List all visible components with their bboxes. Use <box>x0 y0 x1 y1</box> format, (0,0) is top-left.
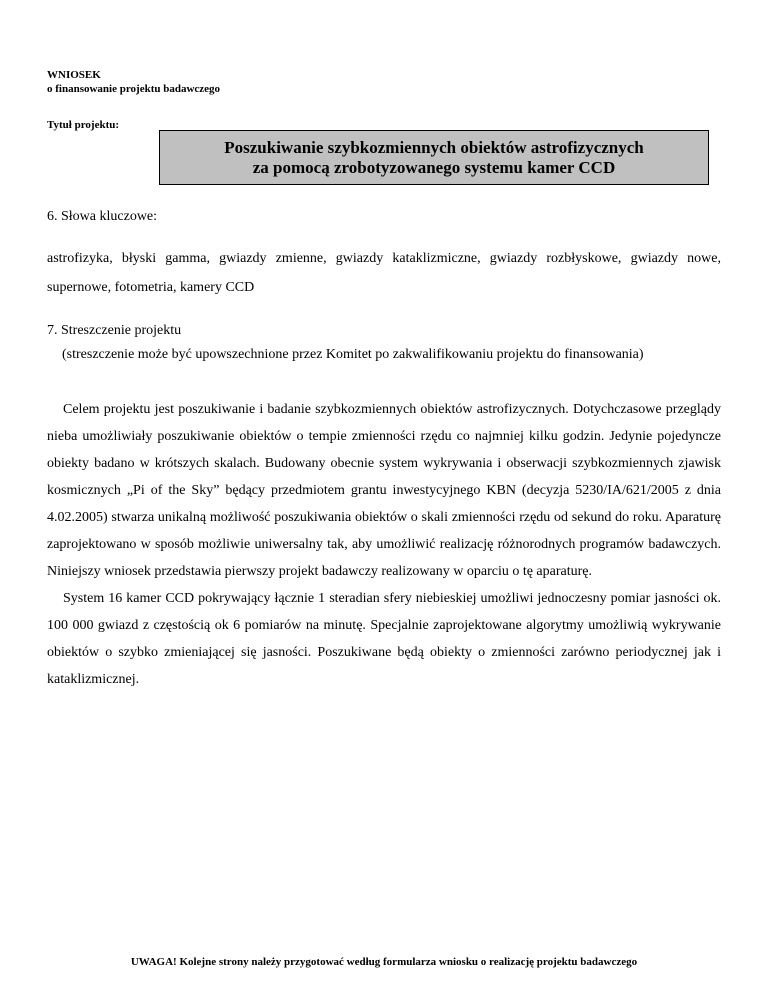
summary-paragraph: Celem projektu jest poszukiwanie i badanie szybkozmiennych obiektów astrofizycznych. Dotychczasowe przeglądy nieba umożliwiały poszukiwanie obiektów o tempie zmienności rzędu co najmniej kilku godzin. Jedynie pojedyncze obiekty badano w krótszych skalach. Budowany obecnie system wykrywania i obserwacji szybkozmiennych zjawisk kosmicznych „Pi of the Sky” będący przedmiotem grantu inwestycyjnego KBN (decyzja 5230/IA/621/2005 z dnia 4.02.2005) stwarza unikalną możliwość poszukiwania obiektów o skali zmienności rzędu od sekund do roku. Aparaturę zaprojektowano w sposób możliwie uniwersalny tak, aby umożliwić realizację różnorodnych programów badawczych. Niniejszy wniosek przedstawia pierwszy projekt badawczy realizowany w oparciu o tę aparaturę. <box>47 402 721 579</box>
keywords-text: astrofizyka, błyski gamma, gwiazdy zmienne, gwiazdy kataklizmiczne, gwiazdy rozbłyskowe, gwiazdy nowe, supernowe, fotometria, kamery CCD <box>47 251 721 295</box>
project-title-box <box>159 130 709 185</box>
project-title-label: Tytuł projektu: <box>47 119 120 131</box>
footer-notice: UWAGA! Kolejne strony należy przygotować według formularza wniosku o realizację projektu badawczego <box>130 956 638 968</box>
document-type-heading: WNIOSEK <box>47 69 101 81</box>
document-subtitle: o finansowanie projektu badawczego <box>47 83 221 95</box>
summary-body <box>47 396 721 693</box>
project-title-line-2: za pomocą zrobotyzowanego systemu kamer CCD <box>252 157 616 177</box>
keywords-heading: 6. Słowa kluczowe: <box>47 209 158 224</box>
summary-heading: 7. Streszczenie projektu <box>47 323 182 338</box>
project-title-line-1: Poszukiwanie szybkozmiennych obiektów astrofizycznych <box>224 137 644 157</box>
summary-note: (streszczenie może być upowszechnione przez Komitet po zakwalifikowaniu projektu do finansowania) <box>62 347 644 362</box>
summary-paragraph: System 16 kamer CCD pokrywający łącznie 1 steradian sfery niebieskiej umożliwi jednoczesny pomiar jasności ok. 100 000 gwiazd z częstością ok 6 pomiarów na minutę. Specjalnie zaprojektowane algorytmy umożliwią wykrywanie obiektów o szybko zmieniającej się jasności. Poszukiwane będą obiekty o zmienności zarówno periodycznej jak i kataklizmicznej. <box>47 591 721 687</box>
